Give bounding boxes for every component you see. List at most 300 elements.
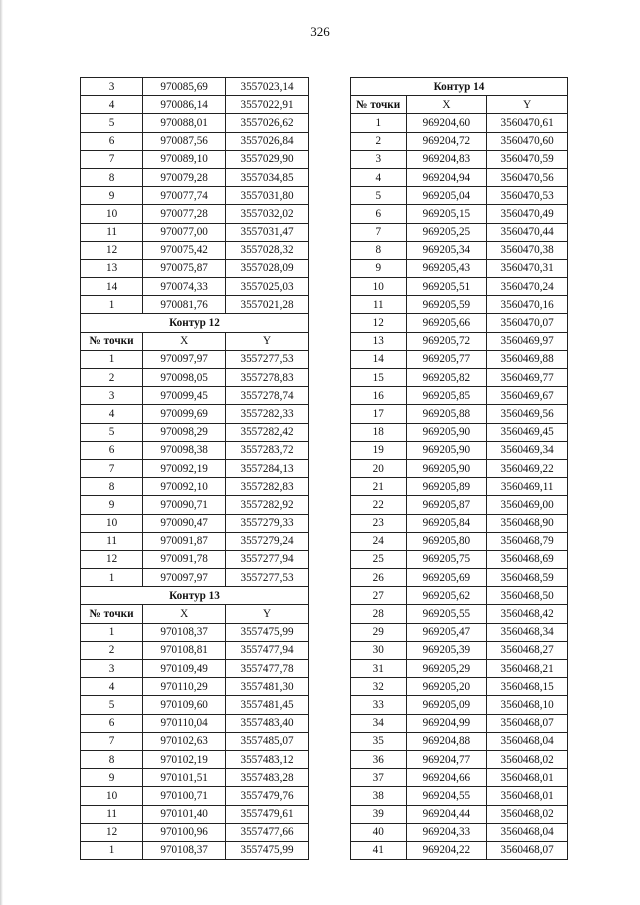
cell-x: 970098,29 — [143, 423, 226, 441]
cell-x: 969205,87 — [406, 496, 487, 514]
cell-x: 970091,78 — [143, 550, 226, 568]
cell-y: 3560469,45 — [487, 423, 568, 441]
cell-y: 3557021,28 — [226, 296, 309, 314]
cell-x: 969204,72 — [406, 132, 487, 150]
table-row — [351, 823, 568, 841]
table-row — [81, 423, 309, 441]
cell-y: 3557278,83 — [226, 369, 309, 387]
cell-point-number: 37 — [351, 769, 407, 787]
cell-y: 3557026,62 — [226, 114, 309, 132]
cell-x: 969205,90 — [406, 459, 487, 477]
table-row — [81, 514, 309, 532]
cell-y: 3557481,30 — [226, 678, 309, 696]
cell-x: 969205,90 — [406, 423, 487, 441]
cell-x: 969205,90 — [406, 441, 487, 459]
cell-y: 3557279,33 — [226, 514, 309, 532]
cell-x: 969205,47 — [406, 623, 487, 641]
cell-x: 969205,39 — [406, 641, 487, 659]
table-row — [351, 132, 568, 150]
header-x: X — [143, 332, 226, 350]
cell-y: 3557483,28 — [226, 769, 309, 787]
cell-y: 3560469,00 — [487, 496, 568, 514]
cell-x: 969205,72 — [406, 332, 487, 350]
table-row — [351, 168, 568, 186]
table-row — [351, 714, 568, 732]
cell-y: 3557481,45 — [226, 696, 309, 714]
cell-point-number: 3 — [81, 387, 143, 405]
cell-y: 3557483,12 — [226, 750, 309, 768]
cell-x: 970109,49 — [143, 660, 226, 678]
table-row — [351, 841, 568, 859]
cell-y: 3557483,40 — [226, 714, 309, 732]
cell-y: 3560468,04 — [487, 732, 568, 750]
cell-point-number: 33 — [351, 696, 407, 714]
cell-y: 3557477,94 — [226, 641, 309, 659]
cell-y: 3560468,27 — [487, 641, 568, 659]
cell-point-number: 32 — [351, 678, 407, 696]
header-x: X — [143, 605, 226, 623]
cell-point-number: 4 — [81, 405, 143, 423]
cell-point-number: 15 — [351, 369, 407, 387]
cell-y: 3557477,78 — [226, 660, 309, 678]
cell-y: 3560470,31 — [487, 259, 568, 277]
cell-y: 3560468,79 — [487, 532, 568, 550]
cell-y: 3557031,47 — [226, 223, 309, 241]
cell-x: 970079,28 — [143, 168, 226, 186]
cell-point-number: 4 — [351, 168, 407, 186]
table-row — [351, 459, 568, 477]
table-row — [81, 496, 309, 514]
cell-point-number: 41 — [351, 841, 407, 859]
table-row — [81, 696, 309, 714]
cell-x: 970102,63 — [143, 732, 226, 750]
cell-y: 3560470,38 — [487, 241, 568, 259]
cell-x: 970086,14 — [143, 96, 226, 114]
table-row — [351, 641, 568, 659]
table-row — [81, 241, 309, 259]
table-row — [351, 259, 568, 277]
cell-x: 970085,69 — [143, 78, 226, 96]
header-y: Y — [226, 605, 309, 623]
cell-y: 3557283,72 — [226, 441, 309, 459]
section-title-row — [81, 587, 309, 605]
cell-x: 969204,22 — [406, 841, 487, 859]
table-row — [351, 187, 568, 205]
cell-y: 3560469,22 — [487, 459, 568, 477]
table-row — [351, 696, 568, 714]
table-row — [81, 405, 309, 423]
cell-x: 969204,88 — [406, 732, 487, 750]
cell-point-number: 23 — [351, 514, 407, 532]
table-row — [351, 205, 568, 223]
cell-x: 970075,87 — [143, 259, 226, 277]
table-row — [81, 278, 309, 296]
column-header-row — [81, 332, 309, 350]
table-row — [351, 423, 568, 441]
cell-point-number: 39 — [351, 805, 407, 823]
table-row — [351, 387, 568, 405]
section-title: Контур 12 — [81, 314, 309, 332]
scan-edge-shadow — [0, 0, 3, 905]
table-row — [81, 805, 309, 823]
table-row — [81, 769, 309, 787]
cell-y: 3560468,34 — [487, 623, 568, 641]
cell-y: 3557282,92 — [226, 496, 309, 514]
table-row — [81, 205, 309, 223]
cell-y: 3557475,99 — [226, 841, 309, 859]
cell-point-number: 1 — [81, 569, 143, 587]
cell-point-number: 38 — [351, 787, 407, 805]
cell-point-number: 11 — [81, 805, 143, 823]
cell-y: 3557479,61 — [226, 805, 309, 823]
cell-point-number: 3 — [81, 660, 143, 678]
table-row — [81, 787, 309, 805]
cell-x: 970090,71 — [143, 496, 226, 514]
cell-y: 3557025,03 — [226, 278, 309, 296]
cell-point-number: 8 — [351, 241, 407, 259]
cell-x: 970099,45 — [143, 387, 226, 405]
cell-point-number: 17 — [351, 405, 407, 423]
header-y: Y — [226, 332, 309, 350]
table-row — [351, 223, 568, 241]
cell-y: 3560468,42 — [487, 605, 568, 623]
cell-x: 970108,37 — [143, 623, 226, 641]
cell-y: 3560468,04 — [487, 823, 568, 841]
cell-x: 970077,74 — [143, 187, 226, 205]
cell-point-number: 9 — [81, 769, 143, 787]
table-row — [81, 641, 309, 659]
cell-point-number: 19 — [351, 441, 407, 459]
cell-y: 3557031,80 — [226, 187, 309, 205]
cell-point-number: 5 — [81, 423, 143, 441]
table-row — [351, 605, 568, 623]
cell-y: 3557277,94 — [226, 550, 309, 568]
cell-y: 3557485,07 — [226, 732, 309, 750]
cell-y: 3560469,77 — [487, 369, 568, 387]
column-header-row — [81, 605, 309, 623]
cell-point-number: 4 — [81, 678, 143, 696]
table-row — [81, 732, 309, 750]
cell-x: 970090,47 — [143, 514, 226, 532]
table-row — [351, 496, 568, 514]
cell-y: 3560470,56 — [487, 168, 568, 186]
cell-point-number: 6 — [81, 714, 143, 732]
cell-x: 969205,88 — [406, 405, 487, 423]
cell-point-number: 6 — [81, 132, 143, 150]
cell-point-number: 8 — [81, 750, 143, 768]
cell-y: 3560470,16 — [487, 296, 568, 314]
cell-y: 3560468,02 — [487, 750, 568, 768]
coordinates-table-left — [80, 77, 309, 860]
cell-y: 3560470,07 — [487, 314, 568, 332]
cell-x: 969204,60 — [406, 114, 487, 132]
cell-y: 3557032,02 — [226, 205, 309, 223]
cell-y: 3557029,90 — [226, 150, 309, 168]
cell-point-number: 20 — [351, 459, 407, 477]
cell-x: 970081,76 — [143, 296, 226, 314]
cell-point-number: 13 — [81, 259, 143, 277]
cell-y: 3560468,90 — [487, 514, 568, 532]
cell-x: 970101,40 — [143, 805, 226, 823]
cell-point-number: 7 — [351, 223, 407, 241]
cell-y: 3560468,59 — [487, 569, 568, 587]
table-row — [351, 478, 568, 496]
cell-point-number: 14 — [351, 350, 407, 368]
table-row — [351, 241, 568, 259]
cell-point-number: 6 — [351, 205, 407, 223]
cell-y: 3557479,76 — [226, 787, 309, 805]
cell-y: 3560469,34 — [487, 441, 568, 459]
table-row — [81, 841, 309, 859]
table-row — [81, 369, 309, 387]
table-row — [81, 150, 309, 168]
cell-x: 969205,62 — [406, 587, 487, 605]
table-row — [81, 187, 309, 205]
cell-x: 970108,81 — [143, 641, 226, 659]
cell-point-number: 9 — [81, 496, 143, 514]
cell-point-number: 10 — [81, 787, 143, 805]
cell-x: 969205,20 — [406, 678, 487, 696]
cell-x: 969205,69 — [406, 569, 487, 587]
cell-x: 970089,10 — [143, 150, 226, 168]
cell-y: 3557028,32 — [226, 241, 309, 259]
table-row — [351, 787, 568, 805]
cell-point-number: 11 — [81, 532, 143, 550]
cell-y: 3557277,53 — [226, 569, 309, 587]
table-row — [351, 441, 568, 459]
cell-y: 3560468,15 — [487, 678, 568, 696]
table-row — [351, 678, 568, 696]
cell-point-number: 40 — [351, 823, 407, 841]
table-row — [81, 678, 309, 696]
cell-y: 3557282,33 — [226, 405, 309, 423]
cell-x: 970102,19 — [143, 750, 226, 768]
table-row — [351, 314, 568, 332]
cell-point-number: 14 — [81, 278, 143, 296]
cell-y: 3557475,99 — [226, 623, 309, 641]
cell-x: 969204,66 — [406, 769, 487, 787]
table-row — [81, 750, 309, 768]
cell-x: 969205,82 — [406, 369, 487, 387]
cell-x: 970092,10 — [143, 478, 226, 496]
cell-point-number: 18 — [351, 423, 407, 441]
cell-x: 969204,99 — [406, 714, 487, 732]
cell-point-number: 7 — [81, 732, 143, 750]
cell-point-number: 12 — [81, 550, 143, 568]
table-row — [351, 623, 568, 641]
cell-x: 970087,56 — [143, 132, 226, 150]
cell-y: 3560469,56 — [487, 405, 568, 423]
cell-point-number: 1 — [81, 296, 143, 314]
cell-x: 969205,80 — [406, 532, 487, 550]
cell-y: 3560470,24 — [487, 278, 568, 296]
cell-y: 3560469,11 — [487, 478, 568, 496]
table-row — [81, 823, 309, 841]
cell-y: 3557477,66 — [226, 823, 309, 841]
cell-point-number: 9 — [351, 259, 407, 277]
cell-point-number: 2 — [81, 641, 143, 659]
header-point-number: № точки — [81, 332, 143, 350]
cell-y: 3557282,42 — [226, 423, 309, 441]
table-row — [351, 732, 568, 750]
cell-y: 3560468,01 — [487, 769, 568, 787]
cell-x: 970088,01 — [143, 114, 226, 132]
cell-x: 969205,66 — [406, 314, 487, 332]
cell-point-number: 28 — [351, 605, 407, 623]
cell-x: 969205,25 — [406, 223, 487, 241]
cell-y: 3557022,91 — [226, 96, 309, 114]
cell-point-number: 34 — [351, 714, 407, 732]
table-row — [81, 259, 309, 277]
header-point-number: № точки — [351, 96, 407, 114]
cell-x: 970109,60 — [143, 696, 226, 714]
cell-point-number: 10 — [351, 278, 407, 296]
cell-x: 970074,33 — [143, 278, 226, 296]
table-row — [351, 532, 568, 550]
cell-y: 3560469,97 — [487, 332, 568, 350]
cell-y: 3560470,53 — [487, 187, 568, 205]
cell-x: 970097,97 — [143, 569, 226, 587]
cell-y: 3557023,14 — [226, 78, 309, 96]
cell-x: 970100,96 — [143, 823, 226, 841]
cell-y: 3557284,13 — [226, 459, 309, 477]
cell-y: 3557026,84 — [226, 132, 309, 150]
cell-y: 3560468,01 — [487, 787, 568, 805]
cell-x: 970110,04 — [143, 714, 226, 732]
cell-x: 969205,55 — [406, 605, 487, 623]
column-header-row — [351, 96, 568, 114]
cell-point-number: 10 — [81, 205, 143, 223]
table-row — [81, 78, 309, 96]
cell-x: 969205,89 — [406, 478, 487, 496]
table-row — [81, 569, 309, 587]
table-row — [81, 623, 309, 641]
table-row — [351, 369, 568, 387]
cell-point-number: 27 — [351, 587, 407, 605]
cell-point-number: 6 — [81, 441, 143, 459]
table-row — [351, 514, 568, 532]
table-row — [351, 278, 568, 296]
cell-point-number: 16 — [351, 387, 407, 405]
cell-x: 970101,51 — [143, 769, 226, 787]
cell-x: 969205,75 — [406, 550, 487, 568]
cell-x: 969205,15 — [406, 205, 487, 223]
cell-point-number: 8 — [81, 168, 143, 186]
cell-point-number: 5 — [81, 696, 143, 714]
header-y: Y — [487, 96, 568, 114]
cell-x: 970100,71 — [143, 787, 226, 805]
cell-x: 969204,55 — [406, 787, 487, 805]
cell-y: 3560468,10 — [487, 696, 568, 714]
page-number: 326 — [310, 24, 330, 39]
table-row — [81, 114, 309, 132]
cell-x: 970110,29 — [143, 678, 226, 696]
cell-x: 969205,09 — [406, 696, 487, 714]
table-row — [81, 96, 309, 114]
cell-point-number: 3 — [351, 150, 407, 168]
cell-x: 969204,44 — [406, 805, 487, 823]
cell-point-number: 1 — [81, 841, 143, 859]
table-row — [351, 296, 568, 314]
cell-x: 970097,97 — [143, 350, 226, 368]
table-row — [351, 769, 568, 787]
table-row — [81, 223, 309, 241]
coordinates-table-right — [350, 77, 568, 860]
header-point-number: № точки — [81, 605, 143, 623]
table-row — [351, 114, 568, 132]
cell-point-number: 12 — [351, 314, 407, 332]
cell-point-number: 2 — [351, 132, 407, 150]
cell-x: 969204,77 — [406, 750, 487, 768]
cell-point-number: 24 — [351, 532, 407, 550]
cell-x: 969205,85 — [406, 387, 487, 405]
cell-point-number: 30 — [351, 641, 407, 659]
cell-point-number: 36 — [351, 750, 407, 768]
cell-x: 970098,38 — [143, 441, 226, 459]
cell-y: 3557282,83 — [226, 478, 309, 496]
table-row — [81, 132, 309, 150]
cell-point-number: 10 — [81, 514, 143, 532]
table-row — [81, 459, 309, 477]
cell-x: 970091,87 — [143, 532, 226, 550]
table-row — [351, 150, 568, 168]
cell-y: 3557279,24 — [226, 532, 309, 550]
section-title-row — [351, 78, 568, 96]
section-title-row — [81, 314, 309, 332]
table-row — [81, 168, 309, 186]
cell-point-number: 3 — [81, 78, 143, 96]
cell-y: 3557277,53 — [226, 350, 309, 368]
cell-point-number: 11 — [81, 223, 143, 241]
cell-y: 3560468,50 — [487, 587, 568, 605]
cell-point-number: 5 — [351, 187, 407, 205]
cell-x: 969205,77 — [406, 350, 487, 368]
cell-point-number: 11 — [351, 296, 407, 314]
cell-x: 969204,33 — [406, 823, 487, 841]
table-row — [351, 805, 568, 823]
table-row — [81, 532, 309, 550]
cell-point-number: 5 — [81, 114, 143, 132]
table-row — [81, 387, 309, 405]
table-row — [351, 587, 568, 605]
cell-y: 3560470,59 — [487, 150, 568, 168]
cell-y: 3557278,74 — [226, 387, 309, 405]
cell-point-number: 12 — [81, 823, 143, 841]
cell-point-number: 21 — [351, 478, 407, 496]
cell-y: 3560470,60 — [487, 132, 568, 150]
cell-x: 970077,00 — [143, 223, 226, 241]
table-row — [351, 660, 568, 678]
cell-x: 969205,84 — [406, 514, 487, 532]
cell-point-number: 25 — [351, 550, 407, 568]
cell-y: 3560468,21 — [487, 660, 568, 678]
cell-x: 969205,51 — [406, 278, 487, 296]
header-x: X — [406, 96, 487, 114]
table-row — [351, 569, 568, 587]
cell-point-number: 9 — [81, 187, 143, 205]
table-row — [81, 296, 309, 314]
cell-point-number: 31 — [351, 660, 407, 678]
cell-x: 969204,83 — [406, 150, 487, 168]
cell-y: 3557034,85 — [226, 168, 309, 186]
cell-x: 969204,94 — [406, 168, 487, 186]
cell-y: 3560469,67 — [487, 387, 568, 405]
cell-x: 970075,42 — [143, 241, 226, 259]
cell-x: 970077,28 — [143, 205, 226, 223]
table-row — [351, 550, 568, 568]
cell-point-number: 4 — [81, 96, 143, 114]
cell-point-number: 2 — [81, 369, 143, 387]
